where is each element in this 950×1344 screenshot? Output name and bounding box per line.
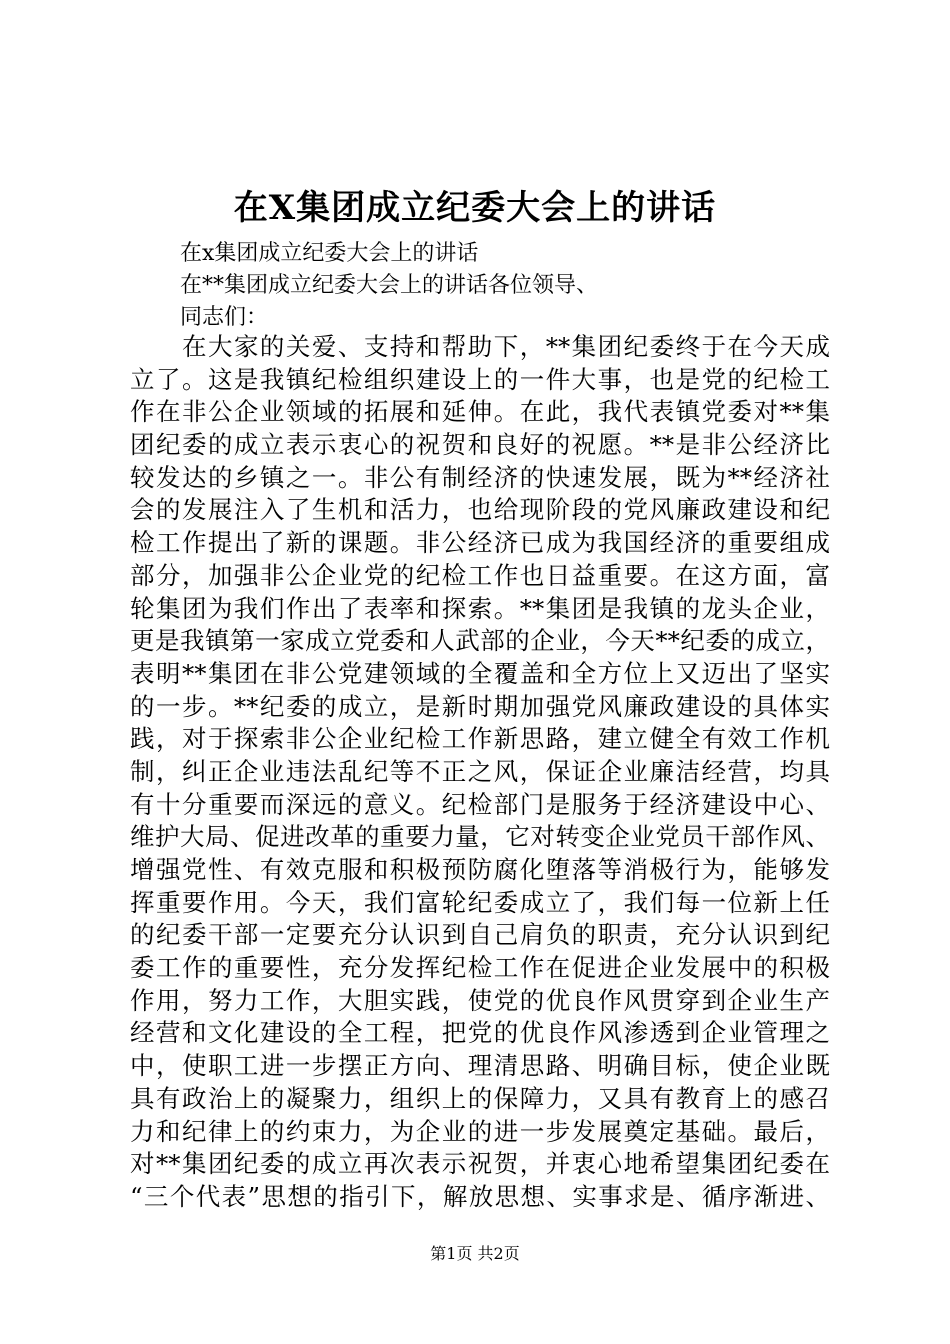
body-line: 轮集团为我们作出了表率和探索。**集团是我镇的龙头企业， <box>130 593 830 623</box>
body-line: 维护大局、促进改革的重要力量，它对转变企业党员干部作风、 <box>130 822 830 852</box>
body-line: 有十分重要而深远的意义。纪检部门是服务于经济建设中心、 <box>130 789 830 819</box>
body-line: 挥重要作用。今天，我们富轮纪委成立了，我们每一位新上任 <box>130 887 830 917</box>
body-line: 在大家的关爱、支持和帮助下，**集团纪委终于在今天成 <box>182 332 830 361</box>
body-line: 作在非公企业领域的拓展和延伸。在此，我代表镇党委对**集 <box>130 397 830 427</box>
intro-line-2: 在**集团成立纪委大会上的讲话各位领导、 <box>180 273 599 298</box>
body-line: “三个代表”思想的指引下，解放思想、实事求是、循序渐进、 <box>130 1181 830 1211</box>
body-line: 经营和文化建设的全工程，把党的优良作风渗透到企业管理之 <box>130 1018 830 1048</box>
body-line: 的纪委干部一定要充分认识到自己肩负的职责，充分认识到纪 <box>130 920 830 950</box>
body-line: 会的发展注入了生机和活力，也给现阶段的党风廉政建设和纪 <box>130 495 830 525</box>
body-line: 较发达的乡镇之一。非公有制经济的快速发展，既为**经济社 <box>130 462 830 492</box>
document-title: 在X集团成立纪委大会上的讲话 <box>233 188 717 228</box>
body-line: 的一步。**纪委的成立，是新时期加强党风廉政建设的具体实 <box>130 691 830 721</box>
body-line: 增强党性、有效克服和积极预防腐化堕落等消极行为，能够发 <box>130 855 830 884</box>
body-line: 践，对于探索非公企业纪检工作新思路，建立健全有效工作机 <box>130 724 830 754</box>
body-line: 中，使职工进一步摆正方向、理清思路、明确目标，使企业既 <box>130 1051 830 1081</box>
intro-line-3: 同志们： <box>180 305 269 330</box>
body-line: 检工作提出了新的课题。非公经济已成为我国经济的重要组成 <box>130 528 830 558</box>
body-line: 立了。这是我镇纪检组织建设上的一件大事，也是党的纪检工 <box>130 364 830 394</box>
intro-line-1: 在x集团成立纪委大会上的讲话 <box>180 241 479 266</box>
body-line: 团纪委的成立表示衷心的祝贺和良好的祝愿。**是非公经济比 <box>130 430 830 460</box>
body-line: 力和纪律上的约束力，为企业的进一步发展奠定基础。最后， <box>130 1116 830 1146</box>
body-line: 具有政治上的凝聚力，组织上的保障力，又具有教育上的感召 <box>130 1083 830 1113</box>
body-line: 对**集团纪委的成立再次表示祝贺，并衷心地希望集团纪委在 <box>130 1149 830 1179</box>
body-line: 制，纠正企业违法乱纪等不正之风，保证企业廉洁经营，均具 <box>130 756 830 786</box>
body-line: 表明**集团在非公党建领域的全覆盖和全方位上又迈出了坚实 <box>130 658 830 688</box>
body-line: 委工作的重要性，充分发挥纪检工作在促进企业发展中的积极 <box>130 953 830 983</box>
body-line: 更是我镇第一家成立党委和人武部的企业，今天**纪委的成立， <box>130 626 830 656</box>
page-number-footer: 第1页 共2页 <box>430 1244 520 1263</box>
body-paragraph <box>130 331 830 1214</box>
body-line: 作用，努力工作，大胆实践，使党的优良作风贯穿到企业生产 <box>130 985 830 1015</box>
body-line: 部分，加强非公企业党的纪检工作也日益重要。在这方面，富 <box>130 560 830 590</box>
